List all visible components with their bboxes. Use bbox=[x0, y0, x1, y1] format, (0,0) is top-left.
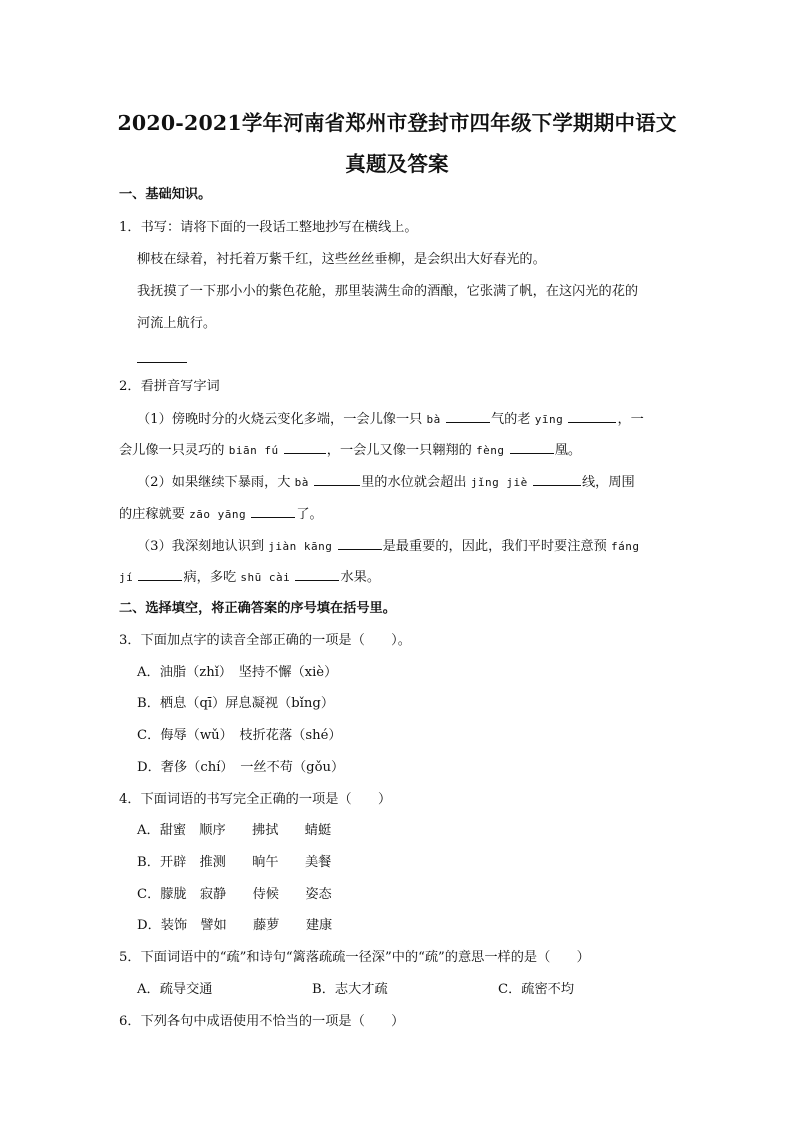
question-5-option-c: C．疏密不均 bbox=[498, 982, 575, 997]
answer-blank[interactable] bbox=[138, 568, 182, 581]
q2-l2-text-b: ，一会儿又像一只翱翔的 bbox=[326, 443, 472, 458]
q2-l5-pinyin-1: jiàn kāng bbox=[268, 540, 333, 553]
q2-l4-text-b: 了。 bbox=[296, 507, 323, 522]
question-5-option-a: A．疏导交通 bbox=[137, 982, 213, 997]
section-heading-choices: 二、选择填空，将正确答案的序号填在括号里。 bbox=[119, 601, 396, 616]
question-6-stem: 6．下列各句中成语使用不恰当的一项是（ ） bbox=[119, 1014, 405, 1029]
q2-l6-pinyin-1: jí bbox=[119, 571, 134, 584]
answer-blank[interactable] bbox=[510, 441, 554, 454]
q2-l5-pinyin-2: fáng bbox=[610, 540, 640, 553]
question-1-passage-line3: 河流上航行。 bbox=[137, 316, 217, 331]
question-3-option-b: B．栖息（qī）屏息凝视（bǐng） bbox=[137, 696, 335, 711]
page-title-line2: 真题及答案 bbox=[345, 152, 449, 176]
q2-l5-text-a: （3）我深刻地认识到 bbox=[137, 539, 265, 554]
question-2-line1 bbox=[137, 410, 644, 429]
answer-blank[interactable] bbox=[568, 410, 616, 423]
q2-l2-pinyin-1: biān fú bbox=[228, 444, 279, 457]
question-5-option-b: B．志大才疏 bbox=[312, 982, 388, 997]
q2-l1-pinyin-1: bà bbox=[426, 413, 441, 426]
q2-l6-pinyin-2: shū cài bbox=[240, 571, 291, 584]
q2-l3-text-b: 里的水位就会超出 bbox=[361, 475, 467, 490]
q2-l2-text-c: 凰。 bbox=[554, 443, 582, 458]
q2-l1-text-a: （1）傍晚时分的火烧云变化多端，一会儿像一只 bbox=[137, 412, 423, 427]
answer-blank[interactable] bbox=[295, 568, 339, 581]
question-2-line2 bbox=[119, 441, 581, 460]
question-1-answer-blank[interactable] bbox=[137, 361, 187, 363]
answer-blank[interactable] bbox=[251, 505, 295, 518]
answer-blank[interactable] bbox=[446, 410, 490, 423]
question-2-line5 bbox=[137, 537, 639, 556]
question-4-option-b: B．开辟 推测 晌午 美餐 bbox=[137, 855, 332, 870]
question-5-stem: 5．下面词语中的“疏”和诗句“篱落疏疏一径深”中的“疏”的意思一样的是（ ） bbox=[119, 950, 590, 965]
answer-blank[interactable] bbox=[284, 441, 326, 454]
q2-l2-text-a: 会儿像一只灵巧的 bbox=[119, 443, 225, 458]
q2-l2-pinyin-2: fèng bbox=[476, 444, 505, 457]
section-heading-basics: 一、基础知识。 bbox=[119, 187, 212, 202]
question-3-option-d: D．奢侈（chí） 一丝不苟（gǒu） bbox=[137, 760, 345, 775]
q2-l6-text-b: 水果。 bbox=[340, 570, 381, 585]
question-4-option-d: D．装饰 譬如 藤萝 建康 bbox=[137, 918, 333, 933]
question-1-passage-line2: 我抚摸了一下那小小的紫色花舱，那里装满生命的酒酿，它张满了帆，在这闪光的花的 bbox=[137, 284, 639, 299]
q2-l6-text-a: 病，多吃 bbox=[183, 570, 237, 585]
question-2-line6 bbox=[119, 568, 380, 587]
page-title-line1: 2020-2021学年河南省郑州市登封市四年级下学期期中语文 bbox=[117, 111, 677, 135]
question-3-stem: 3．下面加点字的读音全部正确的一项是（ ）。 bbox=[119, 633, 411, 648]
question-4-option-c: C．朦胧 寂静 侍候 姿态 bbox=[137, 887, 332, 902]
q2-l4-pinyin-1: zāo yāng bbox=[189, 508, 247, 521]
question-2-line3 bbox=[137, 473, 635, 492]
q2-l3-text-a: （2）如果继续下暴雨，大 bbox=[137, 475, 291, 490]
question-4-option-a: A．甜蜜 顺序 拂拭 蜻蜓 bbox=[137, 823, 332, 838]
question-1-stem: 1．书写：请将下面的一段话工整地抄写在横线上。 bbox=[119, 220, 418, 235]
q2-l1-pinyin-2: yīng bbox=[534, 413, 564, 426]
answer-blank[interactable] bbox=[338, 537, 382, 550]
question-1-passage-line1: 柳枝在绿着，衬托着万紫千红，这些丝丝垂柳，是会织出大好春光的。 bbox=[137, 252, 546, 267]
q2-l1-text-b: 气的老 bbox=[490, 412, 531, 427]
q2-l5-text-b: 是最重要的，因此，我们平时要注意预 bbox=[382, 539, 607, 554]
q2-l4-text-a: 的庄稼就要 bbox=[119, 507, 185, 522]
answer-blank[interactable] bbox=[533, 473, 581, 486]
q2-l1-text-c: ，一 bbox=[617, 412, 644, 427]
question-3-option-a: A．油脂（zhǐ） 坚持不懈（xiè） bbox=[137, 665, 338, 680]
q2-l3-pinyin-2: jǐng jiè bbox=[470, 476, 528, 489]
answer-blank[interactable] bbox=[314, 473, 360, 486]
question-2-stem: 2．看拼音写字词 bbox=[119, 379, 220, 394]
question-3-option-c: C．侮辱（wǔ） 枝折花落（shé） bbox=[137, 728, 342, 743]
q2-l3-text-c: 线，周围 bbox=[582, 475, 635, 490]
question-4-stem: 4．下面词语的书写完全正确的一项是（ ） bbox=[119, 792, 392, 807]
question-2-line4 bbox=[119, 505, 323, 524]
q2-l3-pinyin-1: bà bbox=[294, 476, 309, 489]
